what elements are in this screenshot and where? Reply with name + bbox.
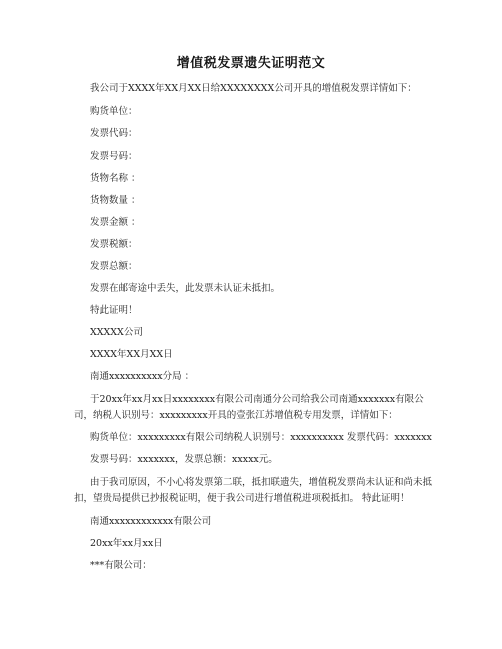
goods-quantity-line: 货物数量 ： (90, 195, 141, 206)
certify-line: 特此证明！ (90, 305, 138, 316)
intro-line: 我公司于XXXX年XX月XX日给XXXXXXXX公司开具的增值税发票详情如下： (90, 83, 417, 94)
invoice-total-line: 发票总额： (90, 261, 138, 272)
company-name-line: 南通xxxxxxxxxxxx有限公司 (90, 516, 212, 527)
invoice-detail-line: 发票号码：xxxxxxx，发票总额：xxxxx元。 (90, 454, 278, 465)
document-title: 增值税发票遗失证明范文 (176, 56, 326, 71)
goods-name-line: 货物名称 ： (90, 173, 141, 184)
invoice-amount-line: 发票金额 ： (90, 217, 141, 228)
date-line: XXXX年XX月XX日 (90, 349, 173, 360)
buyer-detail-line: 购货单位：xxxxxxxxx有限公司纳税人识别号：xxxxxxxxxx 发票代码：xxxxxxx (90, 432, 432, 443)
invoice-number-line: 发票号码： (90, 151, 138, 162)
invoice-tax-line: 发票税额： (90, 239, 138, 250)
addressee-line: ***有限公司： (90, 560, 152, 571)
lost-statement-line: 发票在邮寄途中丢失，此发票未认证未抵扣。 (90, 283, 281, 294)
bureau-address-line: 南通xxxxxxxxxx分局 ： (90, 371, 195, 382)
invoice-code-line: 发票代码： (90, 128, 138, 139)
paragraph-details: 于20xx年xx月xx日xxxxxxxx有限公司南通分公司给我公司南通xxxxxxx有限公司，纳税人识别号：xxxxxxxxx开具的壹张江苏增值税专用发票，详情如下： (74, 394, 424, 421)
company-signature-line: XXXXX公司 (90, 327, 143, 338)
paragraph-request: 由于我司原因，不小心将发票第二联，抵扣联遗失，增值税发票尚未认证和尚未抵扣，望贵局提供已抄报税证明，便于我公司进行增值税进项税抵扣。 特此证明！ (74, 477, 433, 504)
buyer-line: 购货单位： (90, 106, 138, 117)
date-line-2: 20xx年xx月xx日 (90, 538, 163, 549)
